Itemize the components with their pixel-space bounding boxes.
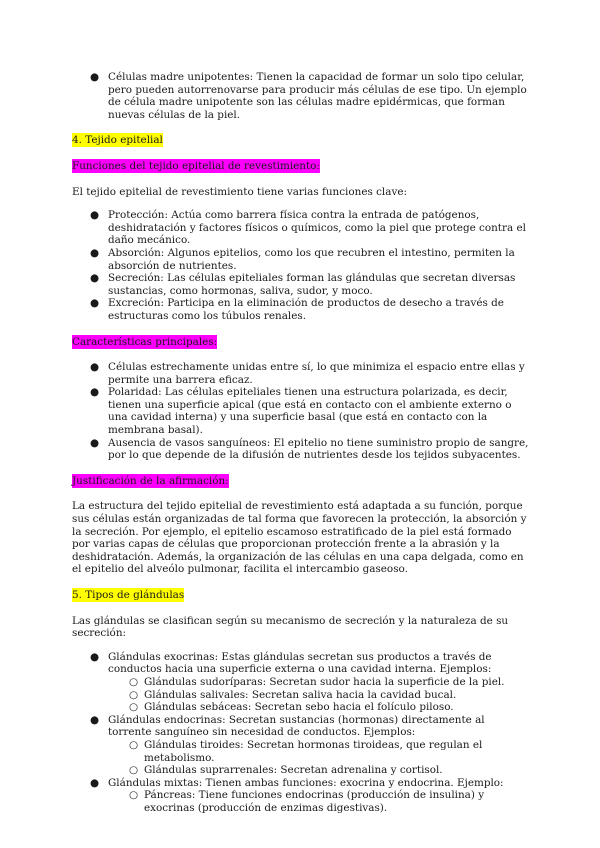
list-item: ● Células madre unipotentes: Tienen la capacidad de formar un solo tipo celular, pero pueden autorrenovarse para producir más células de ese tipo. Un ejemplo de célula madre unipotente son las células madre epidérmicas, que forman nuevas células de la piel.	[90, 71, 527, 121]
bullet-icon: ●	[90, 361, 100, 374]
funciones-list	[72, 209, 530, 322]
list-item: ● Absorción: Algunos epitelios, como los que recubren el intestino, permiten la absorción de nutrientes.	[90, 246, 515, 272]
list-item: ● Glándulas mixtas: Tienen ambas funciones: exocrina y endocrina. Ejemplo:	[90, 776, 504, 789]
list-item: ● Secreción: Las células epiteliales forman las glándulas que secretan diversas sustancias, como hormonas, saliva, sudor, y moco.	[90, 272, 516, 297]
circle-bullet-icon: ○	[129, 701, 139, 714]
sub-list-item: ○ Glándulas suprarrenales: Secretan adrenalina y cortisol.	[129, 764, 443, 777]
circle-bullet-icon: ○	[129, 789, 139, 802]
bullet-icon: ●	[90, 650, 100, 663]
sub-list-item: ○ Glándulas salivales: Secretan saliva hacia la cavidad bucal.	[129, 688, 457, 701]
caracteristicas-heading: Características principales:	[72, 335, 218, 348]
list-item: ● Ausencia de vasos sanguíneos: El epitelio no tiene suministro propio de sangre, por lo que depende de la difusión de nutrientes desde los tejidos subyacentes.	[90, 436, 529, 462]
bullet-icon: ●	[90, 436, 100, 449]
sub-list-item: ○ Páncreas: Tiene funciones endocrinas (producción de insulina) y exocrinas (producción de enzimas digestivas).	[129, 789, 485, 814]
bullet-icon: ●	[90, 386, 100, 399]
bullet-icon: ●	[90, 297, 100, 310]
section-5-title: 5. Tipos de glándulas	[72, 589, 185, 601]
justificacion-heading: Justificación de la afirmación:	[72, 474, 229, 487]
bullet-icon: ●	[90, 272, 100, 285]
justificacion-paragraph: La estructura del tejido epitelial de revestimiento está adaptada a su función, porque sus células están organizadas de tal forma que favorecen la protección, la absorción y la secreción. Por ejemplo, el epitelio escamoso estratificado de la piel está formado por varias capas de células que proporcionan protección frente a la abrasión y la deshidratación. Además, la organización de las células en una capa delgada, como en el epitelio del alveólo pulmonar, facilita el intercambio gaseoso.	[72, 500, 527, 576]
sub-list-item: ○ Glándulas tiroides: Secretan hormonas tiroideas, que regulan el metabolismo.	[129, 738, 483, 764]
funciones-heading: Funciones del tejido epitelial de revestimiento:	[72, 159, 320, 172]
sub-list-item: ○ Glándulas sebáceas: Secretan sebo hacia el folículo piloso.	[129, 701, 454, 714]
sub-list-item: ○ Glándulas sudoríparas: Secretan sudor hacia la superficie de la piel.	[129, 675, 505, 688]
circle-bullet-icon: ○	[129, 675, 139, 688]
funciones-intro: El tejido epitelial de revestimiento tiene varias funciones clave:	[72, 185, 407, 198]
list-item: ● Células estrechamente unidas entre sí, lo que minimiza el espacio entre ellas y permite una barrera eficaz.	[90, 361, 525, 386]
list-item: ● Glándulas endocrinas: Secretan sustancias (hormonas) directamente al torrente sanguíneo sin necesidad de conductos. Ejemplos:	[90, 713, 485, 739]
list-item: ● Protección: Actúa como barrera física contra la entrada de patógenos, deshidratación y factores físicos o químicos, como la piel que protege contra el daño mecánico.	[90, 209, 526, 247]
bullet-icon: ●	[90, 209, 100, 222]
intro-list	[72, 71, 530, 121]
bullet-icon: ●	[90, 246, 100, 259]
circle-bullet-icon: ○	[129, 738, 139, 751]
list-item: ● Polaridad: Las células epiteliales tienen una estructura polarizada, es decir, tienen una superficie apical (que está en contacto con el ambiente externo o una cavidad interna) y una superficie basal (que está en contacto con la membrana basal).	[90, 386, 512, 437]
document-content	[72, 71, 530, 815]
bullet-icon: ●	[90, 776, 100, 789]
list-item: ● Excreción: Participa en la eliminación de productos de desecho a través de estructuras como los túbulos renales.	[90, 297, 504, 322]
bullet-icon: ●	[90, 71, 100, 83]
circle-bullet-icon: ○	[129, 688, 139, 701]
bullet-icon: ●	[90, 713, 100, 726]
circle-bullet-icon: ○	[129, 764, 139, 777]
glandulas-list	[72, 651, 530, 815]
caracteristicas-list	[72, 361, 530, 462]
glandulas-intro: Las glándulas se clasifican según su mecanismo de secreción y la naturaleza de su secreción:	[72, 614, 509, 640]
list-item: ● Glándulas exocrinas: Estas glándulas secretan sus productos a través de conductos hacia una superficie externa o una cavidad interna. Ejemplos:	[90, 650, 492, 676]
section-4-title: 4. Tejido epitelial	[72, 134, 163, 147]
